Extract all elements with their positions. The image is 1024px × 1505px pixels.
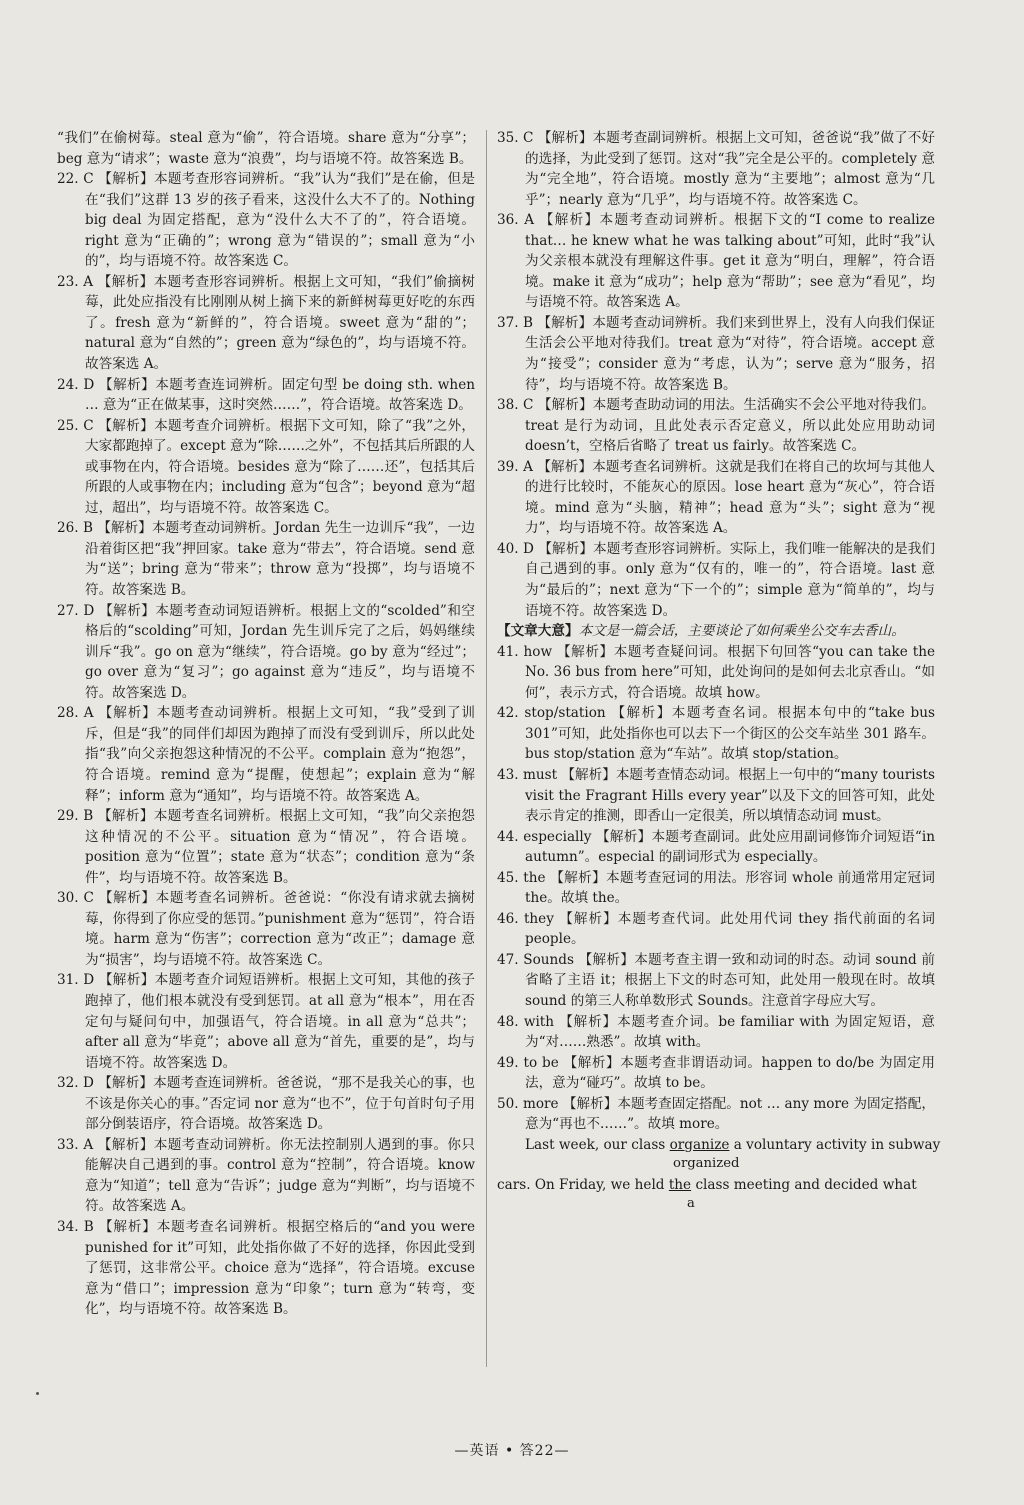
- answer-entry-40: 40. D 【解析】本题考查形容词辨析。实际上，我们唯一能解决的是我们自己遇到的事。only 意为“仅有的，唯一的”，符合语境。last 意为“最后的”；next 意为“下一个的”；simple 意为“简单的”，均与语境不符。故答案选 D。: [497, 540, 935, 619]
- page-footer: —英语 • 答22—: [454, 1443, 570, 1459]
- answer-entry-32: 32. D 【解析】本题考查连词辨析。爸爸说，“那不是我关心的事，也不该是你关心的事。”否定词 nor 意为“也不”，位于句首时句子用部分倒装语序，符合语境。故答案选 D。: [57, 1075, 475, 1133]
- answer-entry-27: 27. D 【解析】本题考查动词短语辨析。根据上文的“scolded”和空格后的“scolding”可知，Jordan 先生训斥完了之后，妈妈继续训斥“我”。go on 意为“继续”，符合语境。go by 意为“经过”；go over 意为“复习”；go against 意为“违反”，均与语境不符。故答案选 D。: [57, 602, 475, 701]
- answer-entry-22: 22. C 【解析】本题考查形容词辨析。“我”认为“我们”是在偷，但是在“我们”这群 13 岁的孩子看来，这没什么大不了的。Nothing big deal 为固定搭配，意为“没什么大不了的”，符合语境。right 意为“正确的”；wrong 意为“错误的”；small 意为“小的”，均与语境不符。故答案选 C。: [57, 171, 475, 270]
- answer-entry-34: 34. B 【解析】本题考查名词辨析。根据空格后的“and you were punished for it”可知，此处指你做了不好的选择，你因此受到了惩罚，这非常公平。choice 意为“选择”，符合语境。excuse 意为“借口”；impression 意为“印象”；turn 意为“转弯，变化”，均与语境不符。故答案选 B。: [57, 1218, 475, 1318]
- answer-entry-48: 48. with 【解析】本题考查介词。be familiar with 为固定短语，意为“对……熟悉”。故填 with。: [497, 1013, 935, 1051]
- answer-entry-33: 33. A 【解析】本题考查动词辨析。你无法控制别人遇到的事。你只能解决自己遇到的事。control 意为“控制”，符合语境。know 意为“知道”；tell 意为“告诉”；judge 意为“判断”，均与语境不符。故答案选 A。: [57, 1136, 475, 1215]
- answer-entry-23: 23. A 【解析】本题考查形容词辨析。根据上文可知，“我们”偷摘树莓，此处应指没有比刚刚从树上摘下来的新鲜树莓更好吃的东西了。fresh 意为“新鲜的”，符合语境。sweet 意为“甜的”；natural 意为“自然的”；green 意为“绿色的”，均与语境不符。故答案选 A。: [57, 273, 475, 373]
- answer-entry-42: 42. stop/station 【解析】本题考查名词。根据本句中的“take bus 301”可知，此处指你也可以去下一个街区的公交车站坐 301 路车。bus stop/station 意为“车站”。故填 stop/station。: [497, 705, 935, 763]
- right-column: [497, 128, 941, 1215]
- answer-entry-46: 46. they 【解析】本题考查代词。此处用代词 they 指代前面的名词 people。: [497, 910, 935, 948]
- correction-1-post: a voluntary activity in subway: [733, 1136, 941, 1153]
- summary-text: 本文是一篇会话，主要谈论了如何乘坐公交车去香山。: [578, 623, 905, 640]
- answer-entry-cont: “我们”在偷树莓。steal 意为“偷”，符合语境。share 意为“分享”；beg 意为“请求”；waste 意为“浪费”，均与语境不符。故答案选 B。: [57, 130, 475, 167]
- correction-2-error: the: [668, 1176, 692, 1193]
- answer-entry-50: 50. more 【解析】本题考查固定搭配。not … any more 为固定搭配，意为“再也不……”。故填 more。: [497, 1095, 935, 1133]
- correction-1-error: organize: [669, 1136, 730, 1153]
- answer-entry-38: 38. C 【解析】本题考查助动词的用法。生活确实不会公平地对待我们。treat 是行为动词，且此处表示否定意义，所以此处应用助动词 doesn’t，空格后省略了 treat us fairly。故答案选 C。: [497, 397, 935, 455]
- answer-entry-49: 49. to be 【解析】本题考查非谓语动词。happen to do/be 为固定用法，意为“碰巧”。故填 to be。: [497, 1054, 935, 1092]
- answer-entry-24: 24. D 【解析】本题考查连词辨析。固定句型 be doing sth. when … 意为“正在做某事，这时突然……”，符合语境。故答案选 D。: [57, 376, 475, 414]
- correction-2-fix: a: [687, 1195, 695, 1211]
- answer-entry-44: 44. especially 【解析】本题考查副词。此处应用副词修饰介词短语“in autumn”。especial 的副词形式为 especially。: [497, 828, 935, 866]
- correction-line-1: [497, 1135, 941, 1175]
- left-column: [57, 128, 475, 1320]
- article-summary: [497, 621, 935, 642]
- answer-entry-41: 41. how 【解析】本题考查疑问词。根据下句回答“you can take the No. 36 bus from here”可知，此处询问的是如何去北京香山。“如何”，表示方式，符合语境。故填 how。: [497, 643, 935, 701]
- answer-entry-28: 28. A 【解析】本题考查动词辨析。根据上文可知，“我”受到了训斥，但是“我”的同伴们却因为跑掉了而没有受到训斥，所以此处指“我”向父亲抱怨这种情况的不公平。complain 意为“抱怨”，符合语境。remind 意为“提醒，使想起”；explain 意为“解释”；inform 意为“通知”，均与语境不符。故答案选 A。: [57, 705, 475, 804]
- page-dot: [36, 1392, 39, 1395]
- answer-entry-29: 29. B 【解析】本题考查名词辨析。根据上文可知，“我”向父亲抱怨这种情况的不公平。situation 意为“情况”，符合语境。position 意为“位置”；state 意为“状态”；condition 意为“条件”，均与语境不符。故答案选 B。: [57, 808, 475, 886]
- correction-1-pre: Last week, our class: [525, 1136, 666, 1153]
- column-divider: [486, 130, 487, 1367]
- correction-2-post: class meeting and decided what: [695, 1176, 917, 1193]
- answer-entry-36: 36. A 【解析】本题考查动词辨析。根据下文的“I come to realize that… he knew what he was talking about”可知，此时“我”认为父亲根本就没有理解这件事。get it 意为“明白，理解”，符合语境。make it 意为“成功”；help 意为“帮助”；see 意为“看见”，均与语境不符。故答案选 A。: [497, 212, 935, 311]
- answer-entry-31: 31. D 【解析】本题考查介词短语辨析。根据上文可知，其他的孩子跑掉了，他们根本就没有受到惩罚。at all 意为“根本”，用在否定句与疑问句中，加强语气，符合语境。in all 意为“总共”；after all 意为“毕竟”；above all 意为“首先，重要的是”，均与语境不符。故答案选 D。: [57, 972, 475, 1071]
- answer-entry-37: 37. B 【解析】本题考查动词辨析。我们来到世界上，没有人向我们保证生活会公平地对待我们。treat 意为“对待”，符合语境。accept 意为“接受”；consider 意为“考虑，认为”；serve 意为“服务，招待”，均与语境不符。故答案选 B。: [497, 314, 935, 393]
- correction-2-pre: cars. On Friday, we held: [497, 1176, 665, 1193]
- answer-entry-45: 45. the 【解析】本题考查冠词的用法。形容词 whole 前通常用定冠词 the。故填 the。: [497, 869, 935, 907]
- answer-entry-47: 47. Sounds 【解析】本题考查主谓一致和动词的时态。动词 sound 前省略了主语 it；根据上下文的时态可知，此处用一般现在时。故填 sound 的第三人称单数形式 Sounds。注意首字母应大写。: [497, 951, 935, 1009]
- answer-entry-39: 39. A 【解析】本题考查名词辨析。这就是我们在将自己的坎坷与其他人的进行比较时，不能灰心的原因。lose heart 意为“灰心”，符合语境。mind 意为“头脑，精神”；head 意为“头”；sight 意为“视力”，均与语境不符。故答案选 A。: [497, 458, 935, 537]
- correction-1-fix: organized: [673, 1155, 740, 1171]
- answer-entry-26: 26. B 【解析】本题考查动词辨析。Jordan 先生一边训斥“我”，一边沿着街区把“我”押回家。take 意为“带去”，符合语境。send 意为“送”；bring 意为“带来”；throw 意为“投掷”，均与语境不符。故答案选 B。: [57, 520, 475, 599]
- correction-line-2: [497, 1175, 935, 1215]
- answer-entry-30: 30. C 【解析】本题考查名词辨析。爸爸说：“你没有请求就去摘树莓，你得到了你应受的惩罚。”punishment 意为“惩罚”，符合语境。harm 意为“伤害”；correction 意为“改正”；damage 意为“损害”，均与语境不符。故答案选 C。: [57, 890, 475, 968]
- summary-label: 【文章大意】: [497, 623, 579, 640]
- answer-entry-35: 35. C 【解析】本题考查副词辨析。根据上文可知，爸爸说“我”做了不好的选择，为此受到了惩罚。这对“我”完全是公平的。completely 意为“完全地”，符合语境。mostly 意为“主要地”；almost 意为“几乎”；nearly 意为“几乎”，均与语境不符。故答案选 C。: [497, 130, 935, 208]
- answer-entry-25: 25. C 【解析】本题考查介词辨析。根据下文可知，除了“我”之外，大家都跑掉了。except 意为“除……之外”，不包括其后所跟的人或事物在内，符合语境。besides 意为“除了……还”，包括其后所跟的人或事物在内；including 意为“包含”；beyond 意为“超过，超出”，均与语境不符。故答案选 C。: [57, 417, 476, 516]
- answer-entry-43: 43. must 【解析】本题考查情态动词。根据上一句中的“many tourists visit the Fragrant Hills every year”以及下文的回答可知，此处表示肯定的推测，即香山一定很美，所以填情态动词 must。: [497, 766, 935, 825]
